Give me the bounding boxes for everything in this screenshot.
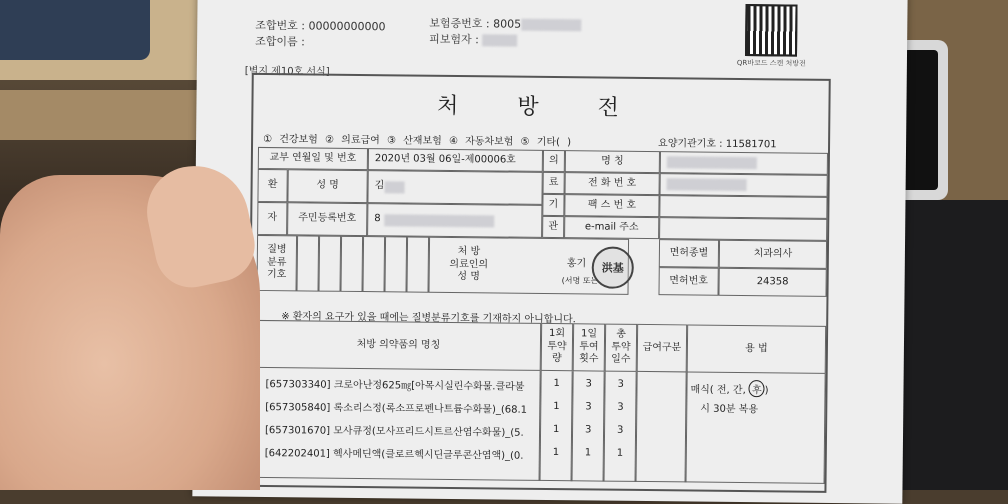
row-1-days: 3 bbox=[617, 378, 624, 390]
license-type-label: 면허종별 bbox=[659, 239, 719, 268]
row-1-dose: 1 bbox=[553, 378, 560, 390]
background-book bbox=[0, 0, 150, 60]
row-1-times: 3 bbox=[585, 378, 592, 390]
category-column bbox=[636, 372, 687, 483]
row-4-dose: 1 bbox=[552, 447, 560, 459]
license-number-label: 면허번호 bbox=[658, 267, 718, 296]
times-column bbox=[572, 371, 605, 481]
dose-column bbox=[540, 371, 573, 481]
disease-code-box-3 bbox=[340, 236, 363, 292]
disease-code-box-2 bbox=[318, 236, 341, 292]
row-2-times: 3 bbox=[585, 401, 592, 413]
usage-meal-timing: 매식( 전, 간, 후 ) bbox=[690, 379, 768, 397]
prescriber-name: 홍기 bbox=[566, 258, 587, 270]
prescription-paper bbox=[192, 0, 907, 504]
insurance-type-options: ① 건강보험 ② 의료급여 ③ 산재보험 ④ 자동차보험 ⑤ 기타( ) bbox=[263, 133, 572, 149]
patient-name-value: 김 bbox=[367, 170, 542, 205]
institution-section-2: 료 bbox=[543, 172, 565, 194]
dose-header: 1회 투약 량 bbox=[541, 323, 574, 371]
page-title: 처 방 전 bbox=[436, 93, 645, 121]
license-type-value: 치과의사 bbox=[719, 240, 827, 269]
disease-code-label: 질병 분류 기호 bbox=[257, 235, 298, 291]
institution-name-value bbox=[660, 151, 828, 175]
row-3-days: 3 bbox=[617, 424, 624, 436]
issue-label: 교부 연월일 및 번호 bbox=[258, 147, 368, 170]
drug-name-header: 처방 의약품의 명칭 bbox=[256, 320, 541, 371]
patient-id-value: 8 bbox=[367, 203, 542, 238]
institution-fax-value bbox=[659, 195, 827, 219]
institution-section-1: 의 bbox=[543, 150, 565, 172]
institution-code: 요양기관기호 : 11581701 bbox=[658, 138, 777, 151]
times-header: 1일 투여 횟수 bbox=[573, 323, 606, 371]
usage-header: 용 법 bbox=[687, 324, 826, 373]
table-row-drug-2: [657305840] 록소리스정(록소프로펜나트륨수화물)_(68.1 bbox=[265, 402, 528, 416]
patient-name-label: 성 명 bbox=[287, 169, 367, 203]
institution-name-label: 명 칭 bbox=[565, 150, 660, 173]
days-column bbox=[604, 372, 637, 482]
disease-code-note: ※ 환자의 요구가 있을 때에는 질병분류기호를 기재하지 아니합니다. bbox=[281, 311, 576, 326]
insurance-number: 보험증번호 : 8005 bbox=[429, 15, 581, 33]
institution-email-value bbox=[659, 217, 827, 241]
table-row-drug-4: [642202401] 헥사메딘액(클로르헥시딘글루콘산염액)_(0. bbox=[264, 448, 524, 462]
disease-code-box-5 bbox=[384, 236, 407, 292]
union-name: 조합이름 : bbox=[255, 34, 305, 49]
institution-phone-value bbox=[660, 173, 828, 197]
union-number: 조합번호 : 00000000000 bbox=[255, 18, 386, 34]
row-4-times: 1 bbox=[584, 447, 592, 459]
row-4-days: 1 bbox=[616, 447, 624, 459]
category-header: 급여구분 bbox=[637, 324, 687, 373]
patient-section-2: 자 bbox=[257, 202, 287, 235]
row-2-dose: 1 bbox=[553, 401, 560, 413]
issue-value: 2020년 03월 06일-제00006호 bbox=[368, 148, 543, 172]
institution-email-label: e-mail 주소 bbox=[564, 216, 659, 239]
row-3-dose: 1 bbox=[553, 424, 560, 436]
qr-code-icon bbox=[745, 4, 798, 57]
background-shelf-lower bbox=[0, 90, 225, 140]
prescriber-sign-hint: (서명 또는 bbox=[561, 276, 599, 286]
patient-id-label: 주민등록번호 bbox=[287, 202, 367, 236]
table-row-drug-3: [657301670] 모사큐정(모사프리드시트르산염수화물)_(5. bbox=[264, 425, 524, 439]
institution-phone-label: 전 화 번 호 bbox=[565, 172, 660, 195]
usage-instruction: 시 30분 복용 bbox=[700, 403, 759, 416]
insured-person: 피보험자 : bbox=[429, 31, 517, 48]
qr-caption: QR바코드 스캔 처방전 bbox=[736, 58, 806, 68]
drug-name-column bbox=[255, 368, 541, 481]
institution-fax-label: 팩 스 번 호 bbox=[564, 194, 659, 217]
days-header: 총 투약 일수 bbox=[605, 324, 638, 372]
usage-column bbox=[686, 372, 826, 483]
institution-section-3: 기 bbox=[542, 194, 564, 216]
prescriber-label: 처 방 의료인의 성 명 bbox=[428, 237, 629, 295]
prescription-form bbox=[247, 73, 830, 493]
seal-stamp: 洪基 bbox=[592, 246, 634, 288]
form-number: [별지 제10호 서식] bbox=[244, 65, 330, 78]
row-3-times: 3 bbox=[585, 424, 592, 436]
disease-code-box-6 bbox=[406, 237, 429, 293]
institution-section-4: 관 bbox=[542, 216, 564, 238]
disease-code-box-1 bbox=[297, 235, 320, 291]
disease-code-box-4 bbox=[362, 236, 385, 292]
license-number-value: 24358 bbox=[718, 268, 826, 297]
patient-section-1: 환 bbox=[257, 169, 287, 202]
table-row-drug-1: [657303340] 크로아난정625㎎[아목시실린수화물.클라불 bbox=[265, 379, 525, 393]
row-2-days: 3 bbox=[617, 401, 624, 413]
